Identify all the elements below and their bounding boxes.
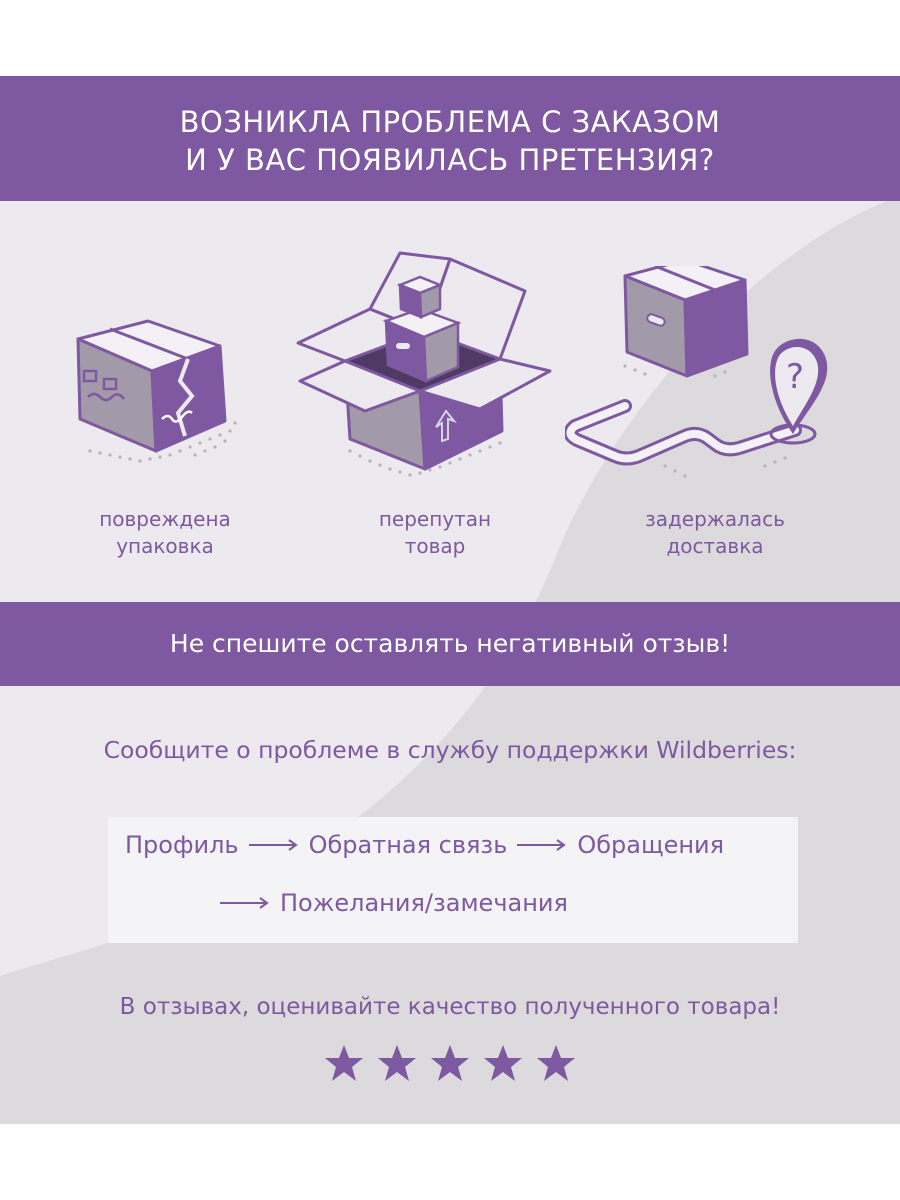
support-instruction: Сообщите о проблеме в службу поддержки Wildberries: xyxy=(103,736,797,764)
star-rating xyxy=(0,1043,900,1087)
warning-band xyxy=(0,602,900,686)
path-step-requests: Обращения xyxy=(577,831,725,859)
star-icon xyxy=(324,1043,364,1083)
arrow-right-icon xyxy=(249,838,299,852)
arrow-right-icon xyxy=(220,896,270,910)
problem-caption-packaging: повреждена упаковка xyxy=(99,507,231,558)
path-step-feedback: Обратная связь xyxy=(308,831,508,859)
path-row-2 xyxy=(220,889,568,917)
warning-text: Не спешите оставлять негативный отзыв! xyxy=(169,629,731,658)
star-icon xyxy=(536,1043,576,1083)
problem-caption-delay: задержалась доставка xyxy=(645,507,785,558)
open-box-icon xyxy=(290,251,560,481)
header-line-1: ВОЗНИКЛА ПРОБЛЕМА С ЗАКАЗОМ xyxy=(179,105,721,139)
header-line-2: И У ВАС ПОЯВИЛАСЬ ПРЕТЕНЗИЯ? xyxy=(185,143,715,177)
review-instruction: В отзывах, оценивайте качество полученного товара! xyxy=(119,994,781,1020)
infographic-card xyxy=(0,76,900,1124)
path-row-1 xyxy=(125,831,724,859)
navigation-path-box xyxy=(108,817,798,943)
path-step-profile: Профиль xyxy=(125,831,239,859)
path-step-suggestions: Пожелания/замечания xyxy=(280,889,568,917)
header-band xyxy=(0,76,900,201)
svg-text:?: ? xyxy=(785,357,805,397)
star-icon xyxy=(483,1043,523,1083)
star-icon xyxy=(377,1043,417,1083)
background-swoosh xyxy=(0,76,900,1124)
damaged-box-icon xyxy=(70,301,250,471)
problem-caption-wrong-item: перепутан товар xyxy=(378,507,492,558)
arrow-right-icon xyxy=(517,838,567,852)
delivery-route-icon xyxy=(565,266,840,486)
star-icon xyxy=(430,1043,470,1083)
